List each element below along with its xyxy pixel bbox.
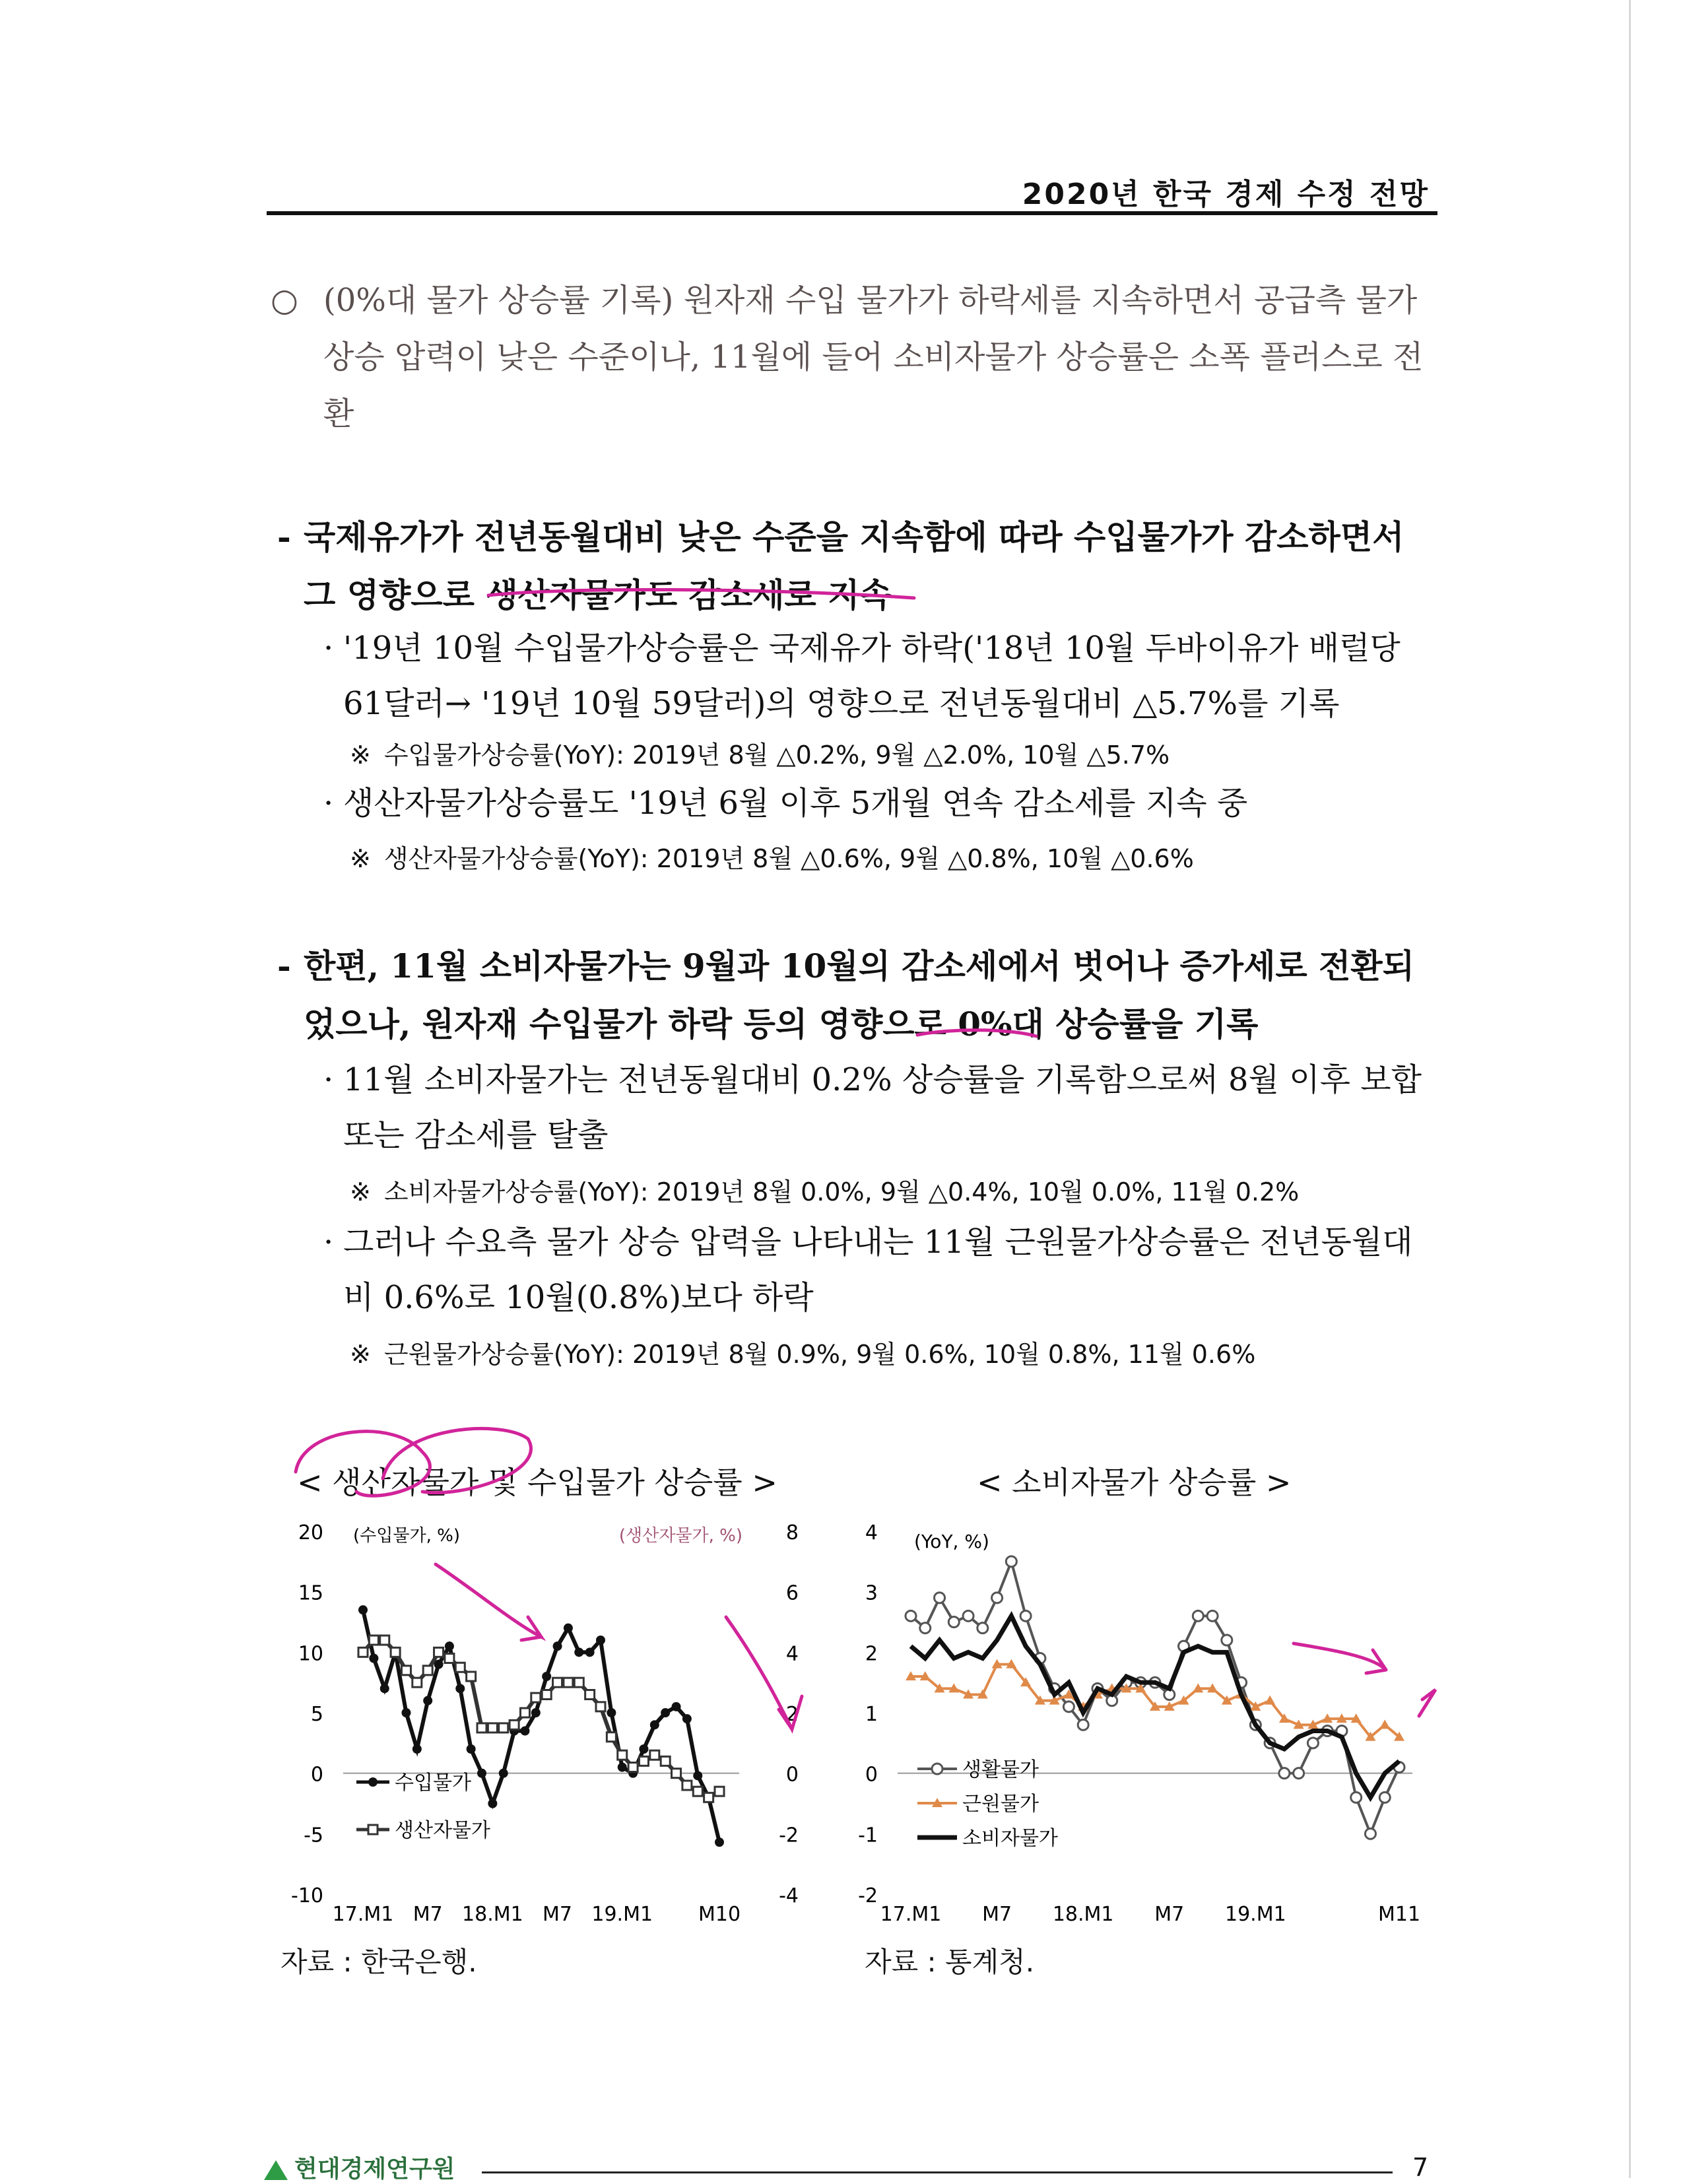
- y2-tick-label: 6: [785, 1581, 799, 1605]
- legend-label: 생활물가: [962, 1758, 1039, 1781]
- data-point: [672, 1769, 681, 1778]
- data-point: [542, 1690, 551, 1700]
- header-rule: [267, 211, 1437, 215]
- y2-tick-label: -4: [779, 1884, 799, 1907]
- data-point: [369, 1654, 378, 1663]
- data-point: [715, 1837, 724, 1847]
- y-axis-label: (YoY, %): [914, 1531, 989, 1552]
- y2-tick-label: 8: [785, 1521, 799, 1544]
- data-point: [682, 1714, 692, 1723]
- data-point: [564, 1678, 573, 1687]
- x-tick-label: M11: [1377, 1903, 1421, 1926]
- x-tick-label: M7: [982, 1903, 1012, 1926]
- x-tick-label: 17.M1: [880, 1903, 942, 1926]
- data-point: [564, 1624, 573, 1633]
- data-point: [553, 1678, 562, 1687]
- consumer-price-heading-text: 한편, 11월 소비자물가는 9월과 10월의 감소세에서 벗어나 증가세로 전환되었으나, 원자재 수입물가 하락 등의 영향으로 0%대 상승률을 기록: [304, 946, 1415, 1043]
- reference-mark: ※: [350, 844, 371, 873]
- data-point: [1379, 1792, 1390, 1803]
- data-point: [1063, 1702, 1074, 1712]
- data-point: [682, 1781, 692, 1790]
- consumer-price-bullet: [323, 1052, 1439, 1163]
- data-point: [1020, 1610, 1031, 1621]
- consumer-price-bullet-text: 11월 소비자물가는 전년동월대비 0.2% 상승률을 기록함으로써 8월 이후 보합 또는 감소세를 탈출: [343, 1061, 1422, 1154]
- legend-label: 근원물가: [962, 1793, 1039, 1816]
- logo-triangle-icon: [264, 2160, 288, 2180]
- data-point: [920, 1623, 931, 1634]
- data-point: [1265, 1696, 1275, 1705]
- x-tick-label: 19.M1: [1225, 1903, 1286, 1926]
- data-point: [650, 1720, 659, 1729]
- data-point: [434, 1647, 444, 1657]
- reference-mark: ※: [350, 1177, 371, 1207]
- data-point: [715, 1787, 724, 1796]
- data-point: [423, 1696, 432, 1705]
- producer-price-bullet: [323, 776, 1439, 831]
- x-tick-label: 18.M1: [1052, 1903, 1114, 1926]
- y-axis-label: (수입물가, %): [353, 1526, 460, 1546]
- data-point: [358, 1605, 368, 1614]
- consumer-price-note-text: 소비자물가상승률(YoY): 2019년 8월 0.0%, 9월 △0.4%, 10월 0.0%, 11월 0.2%: [383, 1177, 1300, 1207]
- x-tick-label: M7: [1154, 1903, 1185, 1926]
- import-price-note: [350, 738, 1170, 772]
- data-point: [488, 1723, 497, 1733]
- data-point: [618, 1763, 627, 1772]
- running-header: 2020년 한국 경제 수정 전망: [1022, 178, 1430, 211]
- data-point: [574, 1678, 583, 1687]
- data-point: [1279, 1768, 1290, 1779]
- data-point: [672, 1702, 681, 1711]
- data-point: [380, 1636, 389, 1645]
- data-point: [1365, 1828, 1375, 1839]
- data-point: [1078, 1719, 1088, 1730]
- dot-bullet: ·: [323, 1061, 334, 1098]
- data-point: [1193, 1610, 1203, 1621]
- data-point: [935, 1593, 945, 1603]
- core-price-bullet: [323, 1214, 1439, 1325]
- section-summary-text: (0%대 물가 상승률 기록) 원자재 수입 물가가 하락세를 지속하면서 공급측 물가 상승 압력이 낮은 수준이나, 11월에 들어 소비자물가 상승률은 소폭 플러스로 전환: [323, 282, 1424, 432]
- data-point: [412, 1744, 422, 1754]
- dash-bullet: -: [277, 517, 291, 556]
- consumer-price-heading: [277, 937, 1439, 1053]
- data-point: [639, 1744, 648, 1754]
- chart2-title: < 소비자물가 상승률 >: [977, 1465, 1292, 1500]
- data-point: [467, 1672, 476, 1681]
- data-point: [628, 1763, 638, 1772]
- producer-price-note: [350, 842, 1194, 876]
- legend-label: 생산자물가: [395, 1819, 490, 1842]
- data-point: [948, 1617, 959, 1628]
- import-producer-heading-text: 국제유가가 전년동월대비 낮은 수준을 지속함에 따라 수입물가가 감소하면서 그 영향으로 생산자물가도 감소세로 지속: [304, 517, 1404, 614]
- data-point: [553, 1641, 562, 1651]
- data-point: [574, 1647, 583, 1657]
- legend-marker: [368, 1825, 378, 1834]
- dot-bullet: ·: [323, 1224, 334, 1261]
- import-producer-heading: [277, 508, 1439, 624]
- series-line-import: [363, 1610, 719, 1842]
- legend-marker: [932, 1764, 942, 1774]
- import-price-bullet-text: '19년 10월 수입물가상승률은 국제유가 하락('18년 10월 두바이유가 배럴당 61달러→ '19년 10월 59달러)의 영향으로 전년동월대비 △5.7%를 기록: [343, 630, 1401, 722]
- data-point: [1351, 1792, 1362, 1803]
- chart1-source: 자료 : 한국은행.: [280, 1946, 477, 1978]
- y-tick-label: 3: [865, 1581, 878, 1605]
- data-point: [380, 1684, 389, 1693]
- data-point: [661, 1708, 670, 1717]
- x-tick-label: 19.M1: [591, 1903, 653, 1926]
- legend-label: 소비자물가: [962, 1827, 1058, 1850]
- x-tick-label: M7: [543, 1903, 573, 1926]
- y-tick-label: 20: [298, 1521, 323, 1544]
- legend-marker: [368, 1777, 378, 1787]
- y-tick-label: -10: [291, 1884, 323, 1907]
- y2-tick-label: -2: [779, 1824, 799, 1847]
- y-tick-label: 0: [310, 1763, 323, 1787]
- producer-import-price-chart: [277, 1505, 818, 1927]
- y2-axis-label: (생산자물가, %): [618, 1526, 742, 1546]
- y-tick-label: 10: [298, 1642, 323, 1666]
- y-tick-label: -1: [858, 1824, 878, 1847]
- dot-bullet: ·: [323, 630, 334, 667]
- data-point: [618, 1750, 627, 1760]
- x-tick-label: M10: [698, 1903, 741, 1926]
- core-price-note: [350, 1337, 1255, 1372]
- circle-bullet: ○: [271, 282, 298, 319]
- x-tick-label: 17.M1: [332, 1903, 394, 1926]
- data-point: [607, 1733, 616, 1742]
- y-tick-label: 15: [298, 1581, 323, 1605]
- data-point: [1294, 1768, 1304, 1779]
- dot-bullet: ·: [323, 785, 334, 822]
- legend-label: 수입물가: [395, 1771, 471, 1795]
- import-price-note-text: 수입물가상승률(YoY): 2019년 8월 △0.2%, 9월 △2.0%, 10월 △5.7%: [383, 741, 1170, 770]
- data-point: [542, 1672, 551, 1681]
- data-point: [1307, 1738, 1318, 1748]
- data-point: [488, 1799, 497, 1808]
- y2-tick-label: 2: [785, 1703, 799, 1726]
- consumer-price-note: [350, 1175, 1299, 1209]
- data-point: [1006, 1556, 1016, 1567]
- data-point: [704, 1793, 713, 1802]
- footer-logo-text: 현대경제연구원: [294, 2156, 455, 2183]
- y2-tick-label: 4: [785, 1642, 799, 1666]
- data-point: [401, 1666, 411, 1675]
- data-point: [585, 1690, 595, 1700]
- chart2-source: 자료 : 통계청.: [865, 1946, 1035, 1978]
- y-tick-label: 1: [865, 1703, 878, 1726]
- y-tick-label: 0: [865, 1763, 878, 1787]
- data-point: [369, 1636, 378, 1645]
- data-point: [906, 1610, 916, 1621]
- data-point: [585, 1647, 595, 1657]
- data-point: [455, 1663, 465, 1672]
- footer-rule: [482, 2171, 1393, 2173]
- data-point: [401, 1708, 411, 1717]
- data-point: [445, 1641, 454, 1651]
- footer-logo: [264, 2150, 455, 2184]
- data-point: [520, 1708, 529, 1717]
- data-point: [467, 1744, 476, 1754]
- data-point: [391, 1647, 400, 1657]
- data-point: [445, 1654, 454, 1663]
- producer-price-bullet-text: 생산자물가상승률도 '19년 6월 이후 5개월 연속 감소세를 지속 중: [343, 785, 1248, 822]
- consumer-price-chart: [851, 1505, 1439, 1927]
- data-point: [1379, 1719, 1390, 1729]
- data-point: [520, 1727, 529, 1736]
- data-point: [596, 1636, 605, 1645]
- page-number: 7: [1412, 2153, 1429, 2182]
- y-tick-label: 5: [310, 1703, 323, 1726]
- y-tick-label: 4: [865, 1521, 878, 1544]
- y-tick-label: -5: [304, 1824, 323, 1847]
- data-point: [412, 1678, 422, 1687]
- data-point: [510, 1720, 519, 1729]
- data-point: [693, 1771, 702, 1780]
- import-price-bullet: [323, 620, 1439, 731]
- data-point: [358, 1647, 368, 1657]
- data-point: [477, 1769, 486, 1778]
- data-point: [531, 1693, 541, 1702]
- data-point: [423, 1666, 432, 1675]
- chart1-title: < 생산자물가 및 수입물가 상승률 >: [297, 1465, 777, 1500]
- data-point: [477, 1723, 486, 1733]
- dash-bullet: -: [277, 946, 291, 985]
- x-tick-label: 18.M1: [462, 1903, 523, 1926]
- data-point: [499, 1723, 508, 1733]
- data-point: [455, 1684, 465, 1693]
- y-tick-label: -2: [858, 1884, 878, 1907]
- data-point: [531, 1708, 541, 1717]
- data-point: [693, 1787, 702, 1796]
- data-point: [661, 1756, 670, 1766]
- section-summary: [271, 272, 1439, 442]
- core-price-note-text: 근원물가상승률(YoY): 2019년 8월 0.9%, 9월 0.6%, 10월 0.8%, 11월 0.6%: [383, 1340, 1256, 1369]
- producer-price-note-text: 생산자물가상승률(YoY): 2019년 8월 △0.6%, 9월 △0.8%, 10월 △0.6%: [383, 844, 1194, 873]
- y-tick-label: 2: [865, 1642, 878, 1666]
- data-point: [639, 1756, 648, 1766]
- data-point: [499, 1769, 508, 1778]
- reference-mark: ※: [350, 1340, 371, 1369]
- data-point: [596, 1702, 605, 1711]
- reference-mark: ※: [350, 741, 371, 770]
- data-point: [607, 1708, 616, 1717]
- data-point: [992, 1593, 1003, 1603]
- data-point: [977, 1623, 988, 1634]
- data-point: [963, 1610, 974, 1621]
- y2-tick-label: 0: [785, 1763, 799, 1787]
- page-edge-line: [1629, 0, 1631, 2178]
- data-point: [1207, 1610, 1218, 1621]
- data-point: [1222, 1635, 1232, 1645]
- data-point: [650, 1750, 659, 1760]
- x-tick-label: M7: [412, 1903, 443, 1926]
- core-price-bullet-text: 그러나 수요측 물가 상승 압력을 나타내는 11월 근원물가상승률은 전년동월대비 0.6%로 10월(0.8%)보다 하락: [343, 1224, 1413, 1316]
